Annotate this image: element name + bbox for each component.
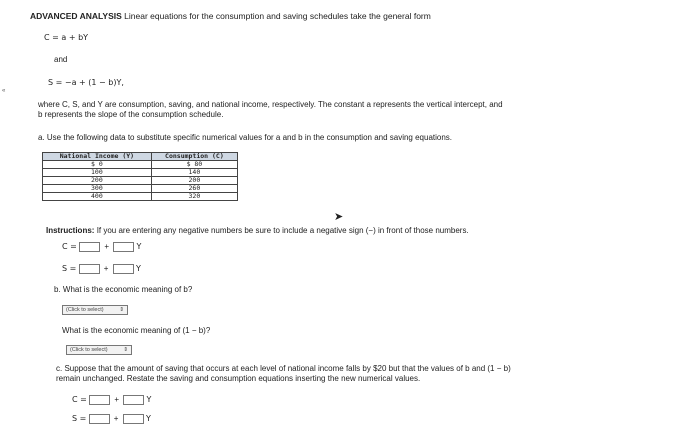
table-cell: $ 0 [43, 161, 152, 169]
table-cell: $ 80 [151, 161, 237, 169]
table-cell: 140 [151, 169, 237, 177]
y-label: Y [135, 264, 141, 274]
y-label: Y [146, 395, 152, 405]
table-cell: 200 [151, 177, 237, 185]
consumption-intercept-input[interactable] [79, 242, 100, 252]
intro-text: Linear equations for the consumption and saving schedules take the general form [124, 11, 431, 21]
instructions [46, 226, 469, 235]
column-header-consumption: Consumption (C) [151, 153, 237, 161]
c-equals-label: C = [72, 395, 87, 405]
instructions-text: If you are entering any negative numbers be sure to include a negative sign (−) in front of those numbers. [96, 226, 469, 235]
saving-slope-input[interactable] [113, 264, 134, 274]
table-row [43, 169, 238, 177]
dropdown-chevron-icon: ⇕ [123, 347, 128, 353]
y-label: Y [136, 242, 142, 252]
y-label: Y [145, 414, 151, 424]
income-consumption-table [42, 152, 238, 201]
new-saving-intercept-input[interactable] [89, 414, 110, 424]
meaning-of-b-dropdown[interactable] [62, 305, 128, 315]
table-cell: 300 [43, 185, 152, 193]
meaning-of-1-minus-b-dropdown[interactable] [66, 345, 132, 355]
table-row [43, 161, 238, 169]
s-equals-label: S = [72, 414, 87, 424]
consumption-general-equation: C = a + bY [44, 33, 89, 42]
mouse-cursor-icon: ➤ [334, 211, 344, 223]
table-row [43, 185, 238, 193]
plus-sign: + [104, 242, 109, 252]
table-cell: 100 [43, 169, 152, 177]
plus-sign: + [114, 395, 119, 405]
table-cell: 200 [43, 177, 152, 185]
plus-sign: + [103, 264, 109, 274]
table-row [43, 193, 238, 201]
part-a-prompt: a. Use the following data to substitute specific numerical values for a and b in the consumption and saving equations. [38, 133, 453, 142]
collapse-arrow-icon[interactable]: « [2, 88, 6, 94]
table-cell: 400 [43, 193, 152, 201]
c-equals-label: C = [62, 242, 77, 252]
s-equals-label: S = [62, 264, 77, 274]
consumption-slope-input[interactable] [113, 242, 134, 252]
table-header-row [43, 153, 238, 161]
part-a-saving-row [62, 264, 141, 274]
part-b-question-1: b. What is the economic meaning of b? [54, 285, 193, 294]
question-header [30, 11, 431, 21]
new-consumption-slope-input[interactable] [123, 395, 144, 405]
saving-general-equation: S = −a + (1 − b)Y, [48, 78, 124, 87]
new-consumption-intercept-input[interactable] [89, 395, 110, 405]
part-c-line-1: c. Suppose that the amount of saving that occurs at each level of national income falls by $20 but that the values of b and (1 − b) [56, 364, 511, 373]
dropdown-placeholder: (Click to select) [66, 307, 104, 313]
and-text: and [54, 55, 68, 64]
description-line-1: where C, S, and Y are consumption, saving, and national income, respectively. The constant a represents the vertical intercept, and [38, 100, 503, 109]
plus-sign: + [113, 414, 119, 424]
new-saving-slope-input[interactable] [123, 414, 144, 424]
instructions-label: Instructions: [46, 226, 95, 235]
table-cell: 260 [151, 185, 237, 193]
table-row [43, 177, 238, 185]
saving-intercept-input[interactable] [79, 264, 100, 274]
table-cell: 320 [151, 193, 237, 201]
advanced-analysis-title: ADVANCED ANALYSIS [30, 11, 122, 21]
part-b-question-2: What is the economic meaning of (1 − b)? [62, 326, 211, 335]
part-c-line-2: remain unchanged. Restate the saving and consumption equations inserting the new numerical values. [56, 374, 421, 383]
column-header-income: National Income (Y) [43, 153, 152, 161]
part-a-consumption-row [62, 242, 141, 252]
part-c-saving-row [72, 414, 151, 424]
description-line-2: b represents the slope of the consumption schedule. [38, 110, 224, 119]
dropdown-placeholder: (Click to select) [70, 347, 108, 353]
part-c-consumption-row [72, 395, 151, 405]
dropdown-chevron-icon: ⇕ [119, 307, 124, 313]
